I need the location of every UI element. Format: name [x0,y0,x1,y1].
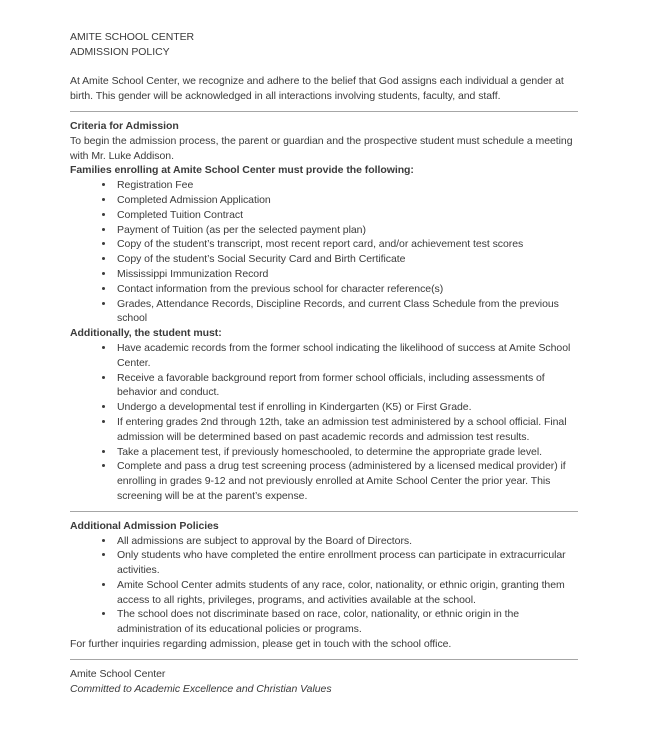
list-item: • Have academic records from the former school indicating the likelihood of success at Amite School Center. [115,341,578,371]
student-requirements-heading: Additionally, the student must: [70,327,222,340]
document-title: AMITE SCHOOL CENTER [70,31,195,43]
footer-school-name: Amite School Center [70,667,166,680]
student-requirements-list [70,341,578,504]
closing-paragraph: For further inquiries regarding admission, please get in touch with the school office. [70,638,452,651]
document-header [70,30,578,60]
list-item: • Undergo a developmental test if enrolling in Kindergarten (K5) or First Grade. [115,400,578,415]
list-item: • If entering grades 2nd through 12th, take an admission test administered by a school official. Final admission will be determined based on past academic records and admission test results. [115,415,578,445]
list-item: • Completed Admission Application [115,193,578,208]
criteria-intro-paragraph: To begin the admission process, the parent or guardian and the prospective student must schedule a meeting with Mr. Luke Addison. [70,134,573,162]
document-subtitle: ADMISSION POLICY [70,45,170,58]
intro-paragraph: At Amite School Center, we recognize and adhere to the belief that God assigns each individual a gender at birth. This gender will be acknowledged in all interactions involving students, faculty, and staff. [70,75,564,103]
list-item: • Completed Tuition Contract [115,208,578,223]
list-item: • Registration Fee [115,178,578,193]
list-item: • Payment of Tuition (as per the selected payment plan) [115,223,578,238]
list-item: • Amite School Center admits students of any race, color, nationality, or ethnic origin, granting them access to all rights, privileges, programs, and activities available at the school. [115,578,578,608]
family-requirements-list [70,178,578,326]
list-item: • Copy of the student’s transcript, most recent report card, and/or achievement test scores [115,237,578,252]
list-item: • The school does not discriminate based on race, color, nationality, or ethnic origin in the administration of its educational policies or programs. [115,607,578,637]
families-requirements-heading: Families enrolling at Amite School Center must provide the following: [70,164,414,177]
list-item: • Complete and pass a drug test screening process (administered by a licensed medical provider) if enrolling in grades 9-12 and not previously enrolled at Amite School Center the prior year. This screening will be at the parent’s expense. [115,459,578,503]
list-item: • Take a placement test, if previously homeschooled, to determine the appropriate grade level. [115,445,578,460]
spacer [70,60,578,75]
criteria-section [70,119,578,504]
list-item: • Mississippi Immunization Record [115,267,578,282]
additional-policies-list [70,534,578,638]
list-item: • Grades, Attendance Records, Discipline Records, and current Class Schedule from the previous school [115,297,578,327]
additional-policies-section [70,519,578,652]
list-item: • All admissions are subject to approval by the Board of Directors. [115,534,578,549]
list-item: • Only students who have completed the entire enrollment process can participate in extracurricular activities. [115,548,578,578]
list-item: • Contact information from the previous school for character reference(s) [115,282,578,297]
document-footer [70,667,578,697]
criteria-heading: Criteria for Admission [70,119,179,132]
list-item: • Receive a favorable background report from former school officials, including assessments of behavior and conduct. [115,371,578,401]
footer-tagline: Committed to Academic Excellence and Christian Values [70,682,332,695]
section-divider [70,111,578,112]
section-divider [70,511,578,512]
footer-divider [70,659,578,660]
list-item: • Copy of the student’s Social Security Card and Birth Certificate [115,252,578,267]
additional-policies-heading: Additional Admission Policies [70,519,219,532]
